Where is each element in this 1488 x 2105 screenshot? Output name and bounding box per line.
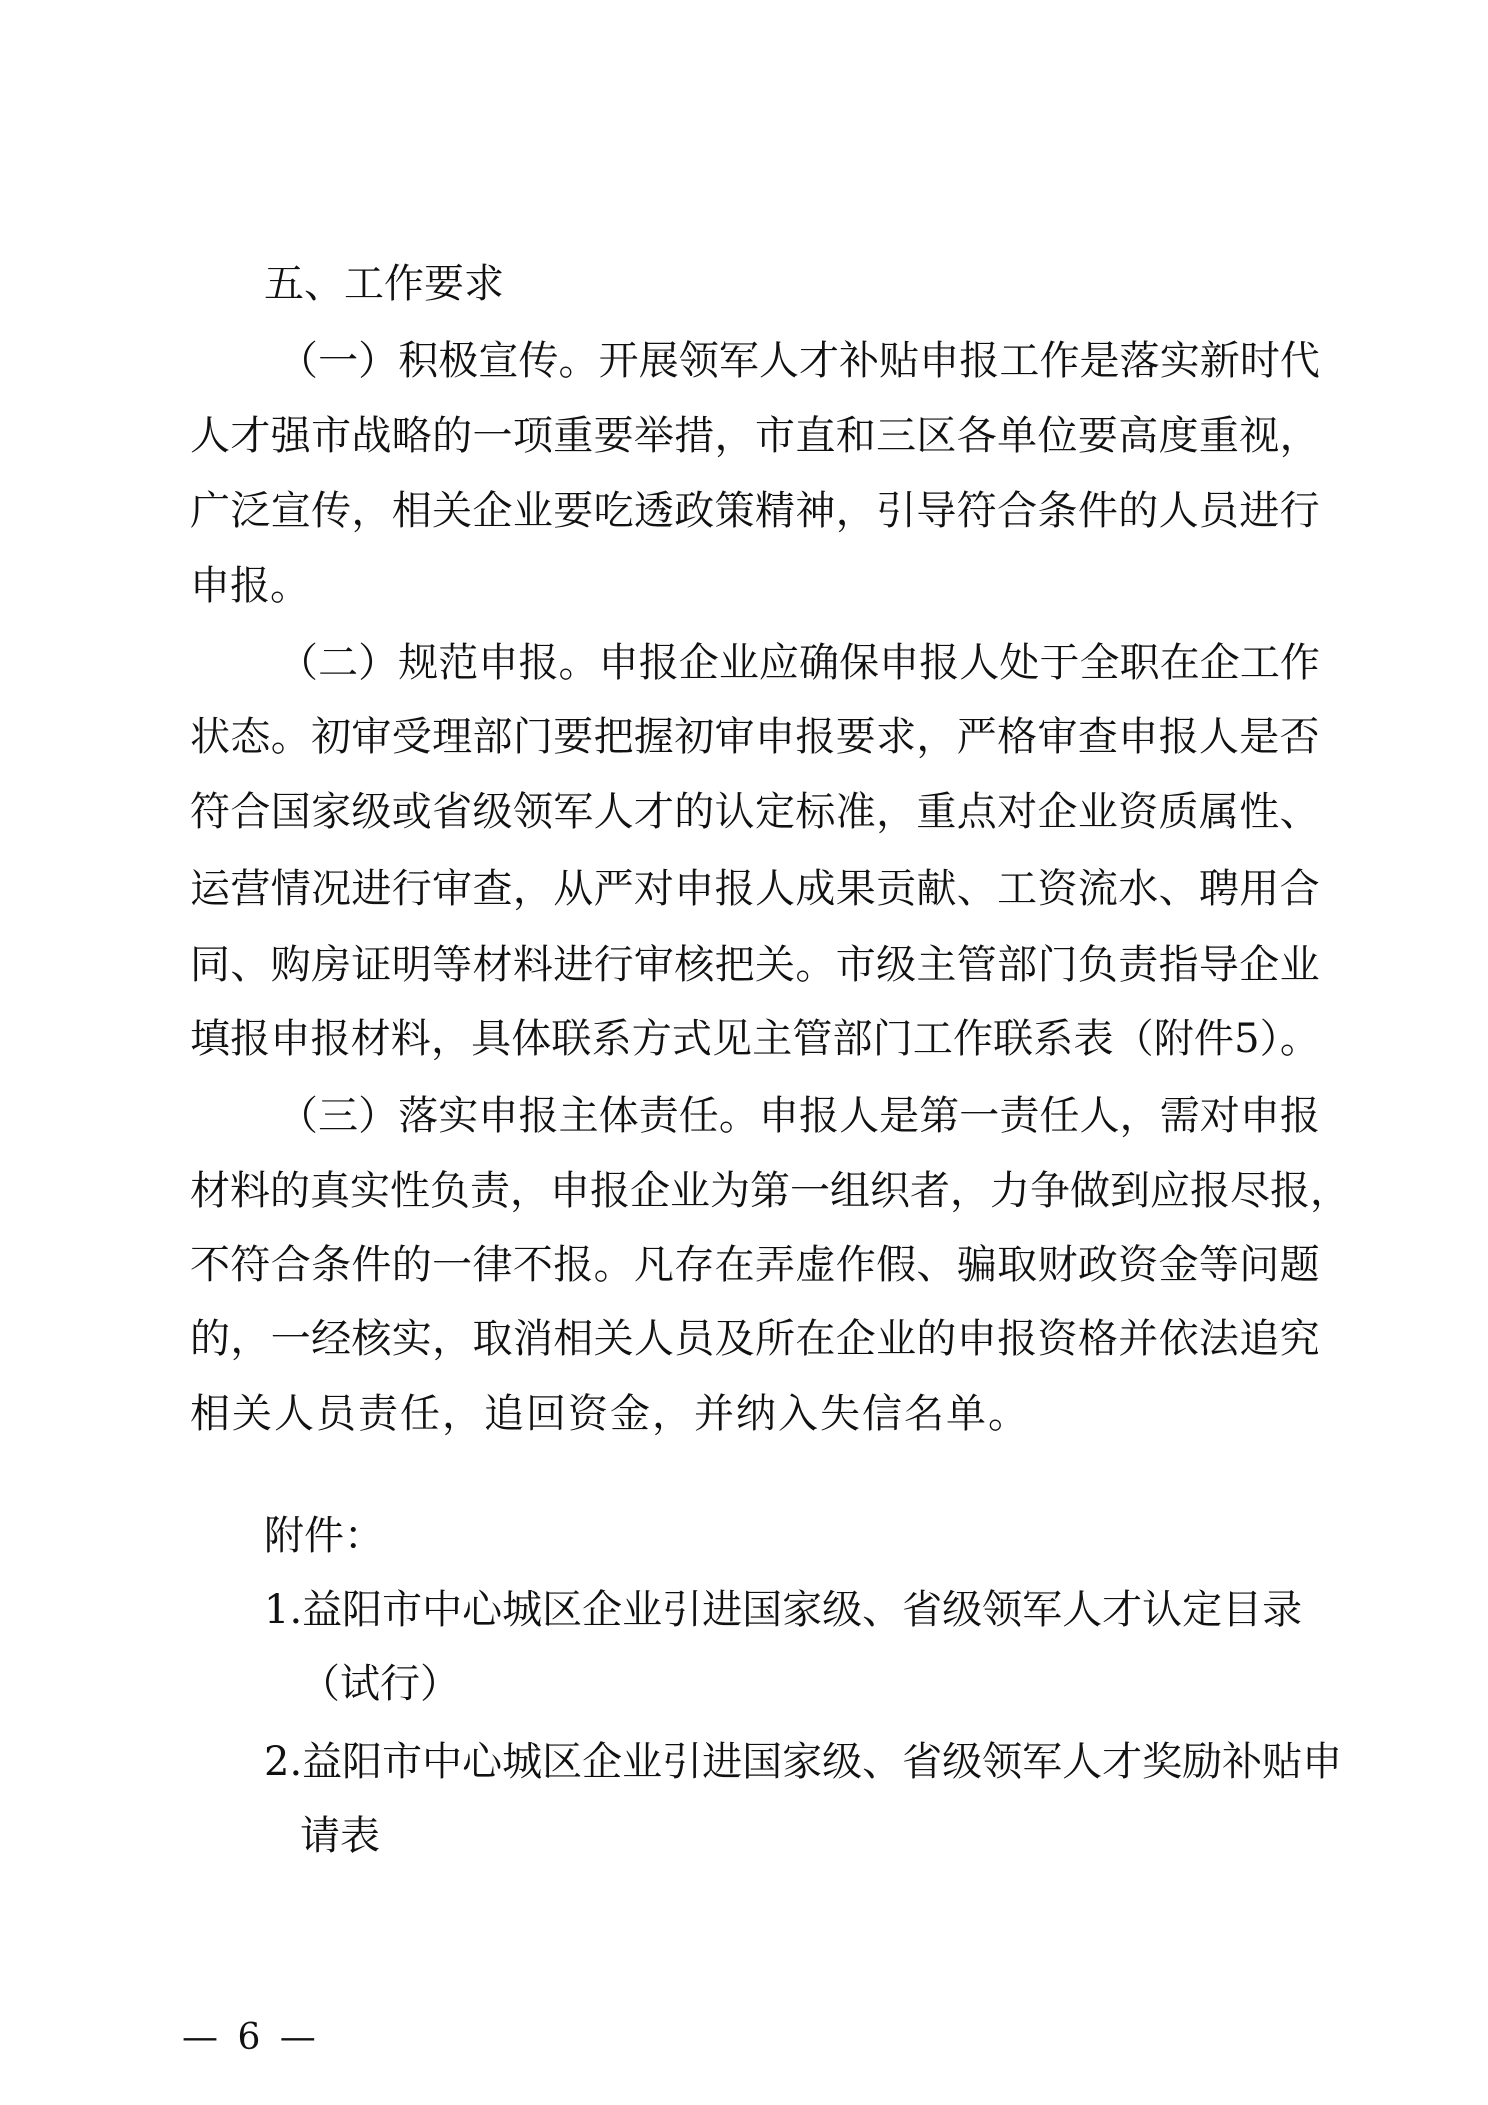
attachment-title: 1.益阳市中心城区企业引进国家级、省级领军人才认定目录	[264, 1587, 1303, 1633]
paragraph-line: 相关人员责任，追回资金，并纳入失信名单。	[190, 1391, 1030, 1437]
paragraph-line: 填报申报材料，具体联系方式见主管部门工作联系表（附件5）。	[190, 1016, 1320, 1062]
paragraph-line: 同、购房证明等材料进行审核把关。市级主管部门负责指导企业	[190, 942, 1320, 988]
attachment-title-cont: （试行）	[300, 1661, 460, 1707]
section-heading: 五、工作要求	[264, 261, 504, 307]
attachment-title-cont: 请表	[300, 1813, 380, 1859]
paragraph-line: 符合国家级或省级领军人才的认定标准，重点对企业资质属性、	[190, 789, 1320, 835]
paragraph-line: 申报。	[190, 563, 310, 609]
attachments-label: 附件：	[264, 1513, 384, 1559]
paragraph-line: 广泛宣传，相关企业要吃透政策精神，引导符合条件的人员进行	[190, 488, 1320, 534]
paragraph-line: 状态。初审受理部门要把握初审申报要求，严格审查申报人是否	[190, 714, 1320, 760]
paragraph-line: 不符合条件的一律不报。凡存在弄虚作假、骗取财政资金等问题	[190, 1242, 1320, 1288]
paragraph-line: （三）落实申报主体责任。申报人是第一责任人，需对申报	[278, 1093, 1320, 1139]
paragraph-line: （二）规范申报。申报企业应确保申报人处于全职在企工作	[278, 640, 1320, 686]
page-number: — 6 —	[182, 2017, 320, 2058]
paragraph-line: 材料的真实性负责，申报企业为第一组织者，力争做到应报尽报，	[190, 1168, 1350, 1214]
paragraph-line: 的，一经核实，取消相关人员及所在企业的申报资格并依法追究	[190, 1316, 1320, 1362]
attachment-title: 2.益阳市中心城区企业引进国家级、省级领军人才奖励补贴申	[264, 1739, 1343, 1785]
paragraph-line: 人才强市战略的一项重要举措，市直和三区各单位要高度重视，	[190, 413, 1320, 459]
paragraph-line: （一）积极宣传。开展领军人才补贴申报工作是落实新时代	[278, 338, 1320, 384]
paragraph-line: 运营情况进行审查，从严对申报人成果贡献、工资流水、聘用合	[190, 866, 1320, 912]
